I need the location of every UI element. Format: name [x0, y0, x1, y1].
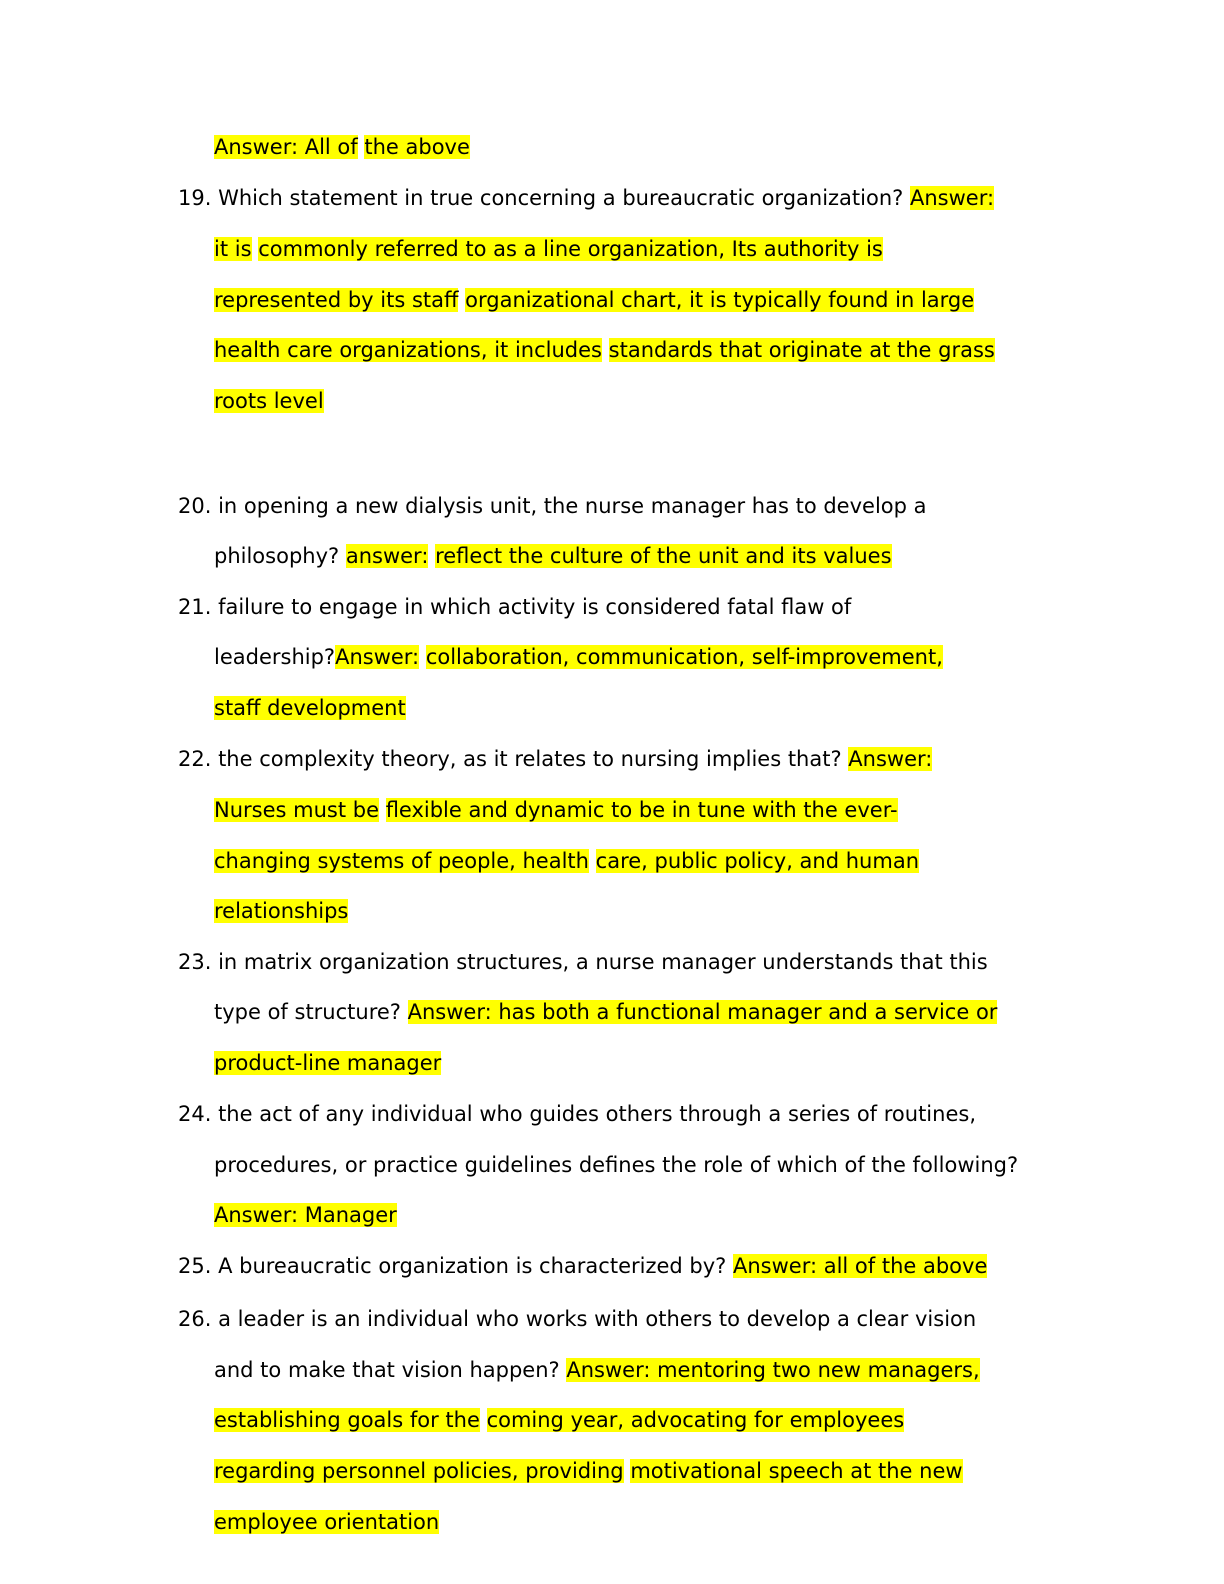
question-text: 23. in matrix organization structures, a nurse manager understands that this	[178, 950, 988, 974]
highlighted-answer-text: commonly referred to as a line organization, Its authority is	[258, 237, 883, 261]
highlighted-answer-text: answer:	[345, 544, 429, 568]
highlighted-answer-text: Answer: has both a functional manager and a service or	[407, 1000, 998, 1024]
text-line	[214, 796, 898, 824]
highlighted-answer-text: reflect the culture of the unit and its values	[435, 544, 892, 568]
text-line	[214, 1151, 1018, 1179]
question-text: 20. in opening a new dialysis unit, the nurse manager has to develop a	[178, 494, 927, 518]
question-text: 25. A bureaucratic organization is characterized by?	[178, 1254, 733, 1278]
text-line	[214, 542, 892, 570]
text-line	[214, 1049, 441, 1077]
question-text	[419, 645, 426, 669]
highlighted-answer-text: standards that originate at the grass	[608, 338, 995, 362]
question-text: 22. the complexity theory, as it relates to nursing implies that?	[178, 747, 849, 771]
highlighted-answer-text: establishing goals for the	[214, 1408, 480, 1432]
highlighted-answer-text: coming year, advocating for employees	[486, 1408, 905, 1432]
text-line	[214, 694, 406, 722]
highlighted-answer-text: relationships	[214, 899, 349, 923]
highlighted-answer-text: the above	[364, 135, 470, 159]
highlighted-answer-text: Answer: All of	[214, 135, 358, 159]
question-text: procedures, or practice guidelines defines the role of which of the following?	[214, 1153, 1019, 1177]
text-line	[178, 184, 994, 212]
highlighted-answer-text: Answer:	[848, 747, 933, 771]
question-text: type of structure?	[214, 1000, 408, 1024]
text-line	[178, 492, 927, 520]
text-line	[214, 387, 324, 415]
question-text	[480, 1408, 487, 1432]
highlighted-answer-text: staff development	[214, 696, 406, 720]
highlighted-answer-text: Answer:	[335, 645, 420, 669]
highlighted-answer-text: motivational speech at the new	[630, 1459, 963, 1483]
highlighted-answer-text: product-line manager	[214, 1051, 442, 1075]
highlighted-answer-text: Nurses must be	[214, 798, 379, 822]
highlighted-answer-text: care, public policy, and human	[595, 849, 919, 873]
highlighted-answer-text: organizational chart, it is typically found in large	[465, 288, 975, 312]
highlighted-answer-text: changing systems of people, health	[214, 849, 589, 873]
text-line	[178, 1100, 976, 1128]
text-line	[178, 593, 851, 621]
text-line	[178, 1252, 987, 1280]
text-line	[214, 286, 974, 314]
highlighted-answer-text: roots level	[214, 389, 324, 413]
highlighted-answer-text: collaboration, communication, self-improvement,	[425, 645, 943, 669]
question-text: and to make that vision happen?	[214, 1358, 567, 1382]
text-line	[214, 643, 943, 671]
text-line	[214, 336, 995, 364]
text-line	[178, 948, 988, 976]
question-text: leadership?	[214, 645, 336, 669]
question-text: 21. failure to engage in which activity is considered fatal flaw of	[178, 595, 852, 619]
text-line	[214, 897, 348, 925]
highlighted-answer-text: Answer: mentoring two new managers,	[566, 1358, 980, 1382]
highlighted-answer-text: health care organizations, it includes	[214, 338, 602, 362]
text-line	[214, 1406, 904, 1434]
text-line	[214, 1508, 439, 1536]
highlighted-answer-text: flexible and dynamic to be in tune with the ever-	[385, 798, 898, 822]
question-text	[379, 798, 386, 822]
text-line	[178, 745, 932, 773]
question-text: 26. a leader is an individual who works with others to develop a clear vision	[178, 1307, 977, 1331]
highlighted-answer-text: employee orientation	[214, 1510, 440, 1534]
text-line	[178, 1305, 976, 1333]
text-line	[214, 133, 470, 161]
question-text	[589, 849, 596, 873]
text-line	[214, 1356, 980, 1384]
text-line	[214, 998, 997, 1026]
text-line	[214, 235, 883, 263]
highlighted-answer-text: Answer:	[909, 186, 995, 210]
text-line	[214, 1201, 397, 1229]
text-line	[214, 1457, 963, 1485]
question-text: 24. the act of any individual who guides others through a series of routines,	[178, 1102, 976, 1126]
highlighted-answer-text: Answer: Manager	[214, 1203, 397, 1227]
highlighted-answer-text: Answer: all of the above	[732, 1254, 988, 1278]
text-line	[214, 847, 919, 875]
highlighted-answer-text: represented by its staff	[214, 288, 459, 312]
question-text: 19. Which statement in true concerning a bureaucratic organization?	[178, 186, 910, 210]
highlighted-answer-text: regarding personnel policies, providing	[214, 1459, 624, 1483]
question-text	[602, 338, 609, 362]
highlighted-answer-text: it is	[214, 237, 252, 261]
question-text: philosophy?	[214, 544, 346, 568]
